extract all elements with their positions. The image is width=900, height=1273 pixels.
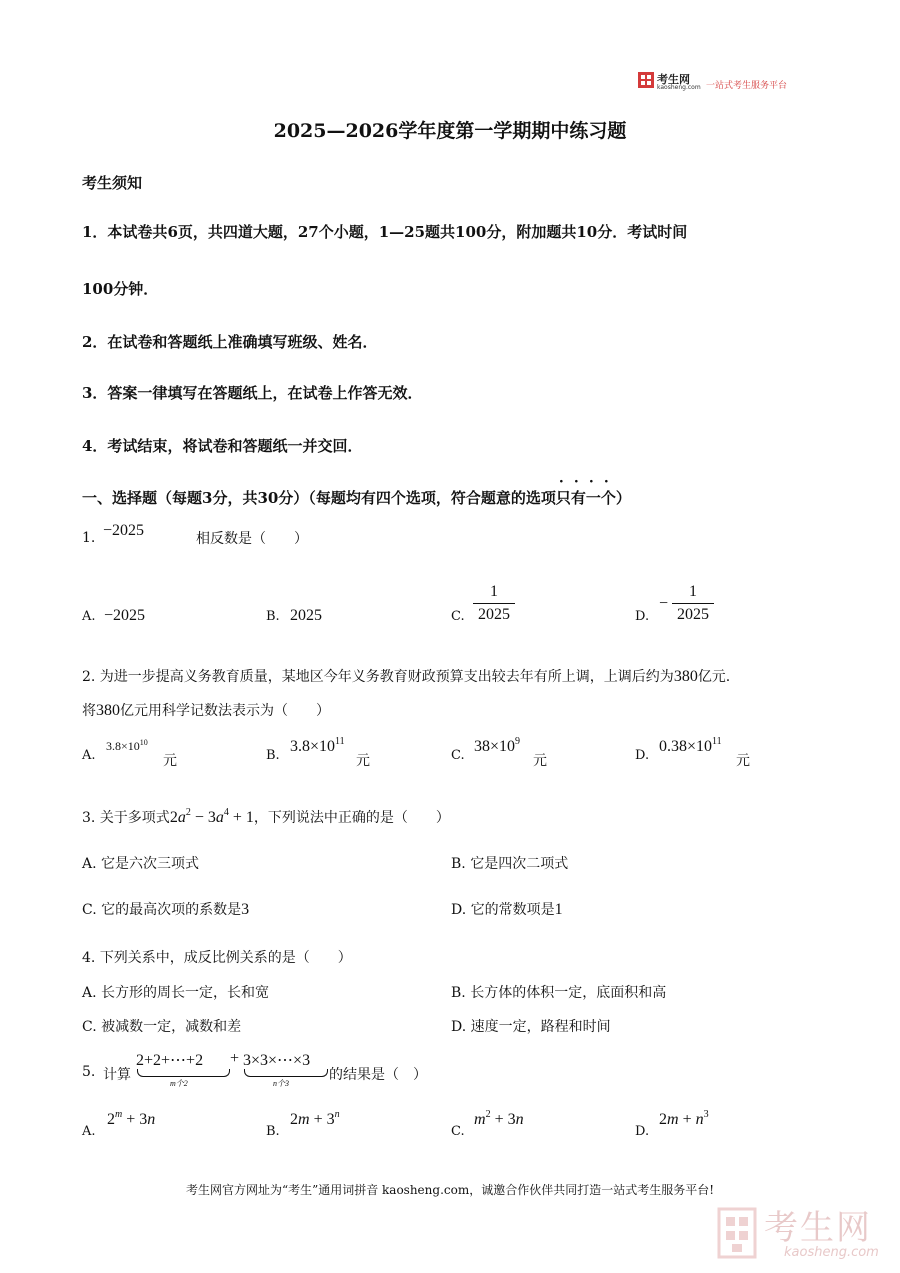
q1-expression: −2025 (103, 522, 145, 539)
q2-option-d-unit: 元 (736, 753, 750, 769)
option-label: B. (451, 856, 466, 872)
sci-base: 3.8×10 (290, 738, 336, 755)
q1-option-c-fraction (473, 583, 515, 624)
q2-stem-unit: 亿元. (697, 669, 731, 685)
q3-stem-text: ，下列说法中正确的是（ ） (253, 810, 450, 826)
logo-brand-name: 考生网 (657, 73, 690, 86)
q2-stem-line2 (82, 700, 330, 720)
logo-slogan: 一站式考生服务平台 (706, 81, 788, 91)
notice-heading: 考生须知 (82, 174, 143, 192)
q4-stem-text: 下列关系中，成反比例关系的是（ ） (99, 950, 352, 966)
option-text: 它的最高次项的系数是 (101, 902, 242, 918)
notice-item-2: 2．在试卷和答题纸上准确填写班级、姓名． (82, 333, 378, 351)
q1-stem: 相反数是（ ） (196, 531, 308, 547)
q2-stem-text: 将 (82, 703, 96, 719)
q2-option-d-value (659, 736, 722, 756)
section-heading-prefix: 一、选择题（每题3分，共30分）（每题均有四个选项，符合题意的选项 (82, 489, 556, 507)
q3-stem (82, 807, 450, 827)
q5-option-a-label: A. (82, 1124, 96, 1139)
q4-number: 4. (82, 950, 96, 966)
option-label: C. (82, 1019, 97, 1035)
fraction-numerator: 1 (689, 583, 697, 600)
q3-stem-text: 关于多项式 (99, 810, 170, 826)
footer-note: 考生网官方网址为“考生”通用词拼音 kaosheng.com，诚邀合作伙伴共同打造一站式考生服务平台! (185, 1183, 715, 1197)
q5-product-underbrace (244, 1069, 328, 1077)
q5-option-a-value: $2^m + 3n$ (107, 1109, 156, 1128)
q3-option-d (451, 899, 563, 919)
q2-option-a-unit: 元 (163, 753, 177, 769)
notice-item-3: 3．答案一律填写在答题纸上，在试卷上作答无效． (82, 384, 423, 402)
notice-item-4: 4．考试结束，将试卷和答题纸一并交回． (82, 437, 363, 455)
option-text: 长方体的体积一定，底面积和高 (470, 985, 667, 1001)
option-label: A. (82, 985, 97, 1001)
q3-option-b (451, 853, 568, 873)
q5-option-d-value: $2m + n^3$ (659, 1109, 709, 1128)
q5-option-b-value: $2m + 3^n$ (290, 1109, 340, 1128)
fraction-bar (672, 603, 714, 604)
q3-option-a (82, 853, 199, 873)
q1-option-a-value: −2025 (104, 607, 146, 624)
q2-option-a-value (106, 738, 148, 754)
option-label: B. (451, 985, 466, 1001)
q3-polynomial: $2a^2 - 3a^4 + 1$ (169, 807, 254, 826)
q2-stem-line1 (82, 666, 730, 686)
q2-option-c-value (474, 736, 520, 756)
section-heading-suffix: ） (615, 489, 631, 507)
q5-option-d-label: D. (635, 1124, 650, 1139)
q5-plus: + (230, 1050, 240, 1067)
notice-item-1-cont: 100分钟． (82, 280, 159, 298)
logo-domain: kaosheng.com (657, 84, 701, 91)
sci-exponent: 11 (335, 736, 345, 747)
q2-option-b-value (290, 736, 345, 756)
option-label: A. (82, 856, 97, 872)
kaosheng-logo-icon (638, 72, 654, 88)
emph-char: 个 (600, 489, 616, 507)
option-label: C. (82, 902, 97, 918)
q2-option-c-unit: 元 (533, 753, 547, 769)
emph-char: 只 (555, 489, 571, 507)
q5-option-b-label: B. (266, 1124, 280, 1139)
section-heading (82, 487, 631, 508)
option-value: 1 (554, 901, 563, 918)
sci-exponent: 9 (515, 736, 521, 747)
option-text: 它是六次三项式 (101, 856, 200, 872)
q1-option-b-label: B. (266, 609, 280, 624)
q3-number: 3. (82, 810, 96, 826)
q1-option-d-label: D. (635, 609, 650, 624)
watermark-domain: kaosheng.com (784, 1245, 879, 1260)
q5-stem-text: 的结果是（ ） (329, 1067, 427, 1083)
q2-stem-number: 380 (96, 702, 120, 719)
q1-option-d-fraction (672, 583, 714, 624)
option-text: 长方形的周长一定，长和宽 (101, 985, 270, 1001)
watermark-text: 考生网 (764, 1208, 872, 1248)
q2-option-b-unit: 元 (356, 753, 370, 769)
option-text: 速度一定，路程和时间 (470, 1019, 611, 1035)
option-label: D. (451, 1019, 467, 1035)
q2-option-a-label: A. (82, 748, 96, 763)
q5-sum-expression: 2+2+⋯+2 (136, 1052, 204, 1069)
q5-option-c-label: C. (451, 1124, 465, 1139)
q4-option-a (82, 982, 269, 1002)
q3-option-c (82, 899, 249, 919)
option-value: 3 (241, 901, 250, 918)
q1-option-a-label: A. (82, 609, 96, 624)
emph-char: 一 (585, 489, 601, 507)
fraction-denominator: 2025 (677, 606, 709, 623)
q5-number: 5. (82, 1064, 96, 1080)
q5-sum-label: m个2 (170, 1079, 188, 1088)
sci-exponent: 10 (139, 738, 148, 747)
q1-number: 1. (82, 530, 96, 546)
option-label: D. (451, 902, 467, 918)
sci-exponent: 11 (712, 736, 722, 747)
sci-base: 3.8×10 (106, 739, 140, 753)
q4-option-c (82, 1016, 241, 1036)
option-text: 它的常数项是 (470, 902, 555, 918)
option-text: 被减数一定，减数和差 (101, 1019, 242, 1035)
q5-option-c-value: $m^2 + 3n$ (474, 1109, 524, 1128)
fraction-denominator: 2025 (478, 606, 510, 623)
q2-stem-text: 2. 为进一步提高义务教育质量，某地区今年义务教育财政预算支出较去年有所上调，上调后约为 (82, 669, 674, 685)
notice-item-1: 1．本试卷共6页，共四道大题，27个小题，1—25题共100分，附加题共10分．考试时间 (82, 223, 688, 241)
q5-stem-text: 计算 (103, 1067, 131, 1083)
emph-char: 有 (570, 489, 586, 507)
q2-stem-number: 380 (673, 668, 698, 685)
q5-sum-underbrace (137, 1069, 230, 1077)
q2-option-d-label: D. (635, 748, 650, 763)
q2-option-b-label: B. (266, 748, 280, 763)
q5-product-expression: 3×3×⋯×3 (243, 1052, 311, 1069)
option-text: 它是四次二项式 (470, 856, 569, 872)
q4-option-d (451, 1016, 611, 1036)
q2-option-c-label: C. (451, 748, 465, 763)
q1-option-b-value: 2025 (290, 607, 322, 624)
sci-base: 0.38×10 (659, 738, 713, 755)
q1-option-c-label: C. (451, 609, 465, 624)
q1-option-d-sign: − (659, 595, 669, 612)
q5-product-label: n个3 (273, 1079, 289, 1088)
q4-stem (82, 947, 352, 967)
q2-stem-text: 亿元用科学记数法表示为（ ） (120, 703, 330, 719)
fraction-numerator: 1 (490, 583, 498, 600)
q4-option-b (451, 982, 666, 1002)
watermark-logo-icon (717, 1207, 757, 1259)
page-title: 2025—2026学年度第一学期期中练习题 (273, 120, 627, 142)
fraction-bar (473, 603, 515, 604)
sci-base: 38×10 (474, 738, 516, 755)
